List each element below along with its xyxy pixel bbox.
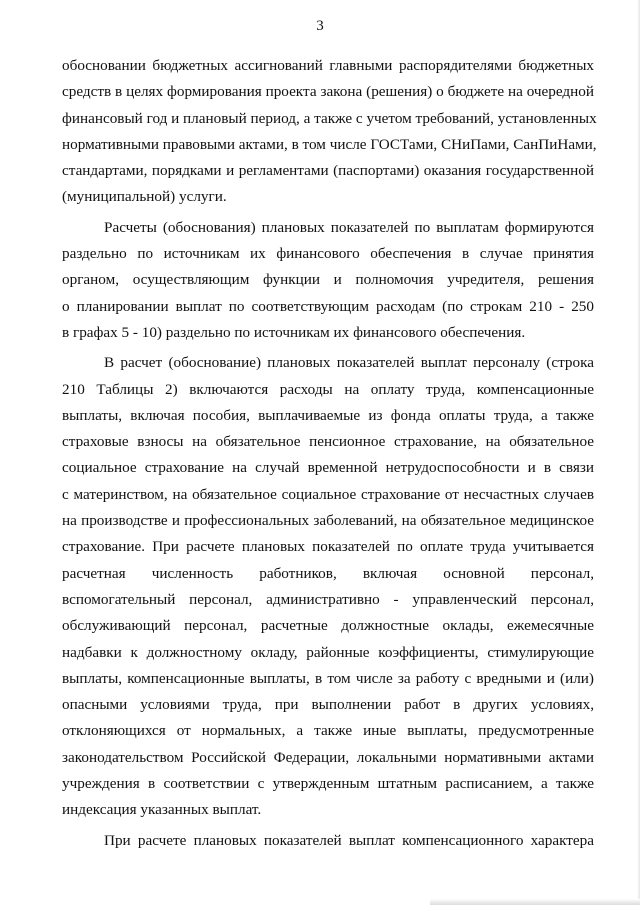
paragraph	[62, 350, 594, 823]
text-line: органом, осуществляющим функции и полномочия учредителя, решения	[62, 271, 594, 289]
document-body	[62, 53, 597, 854]
paragraph	[62, 215, 594, 346]
text-line: индексация указанных выплат.	[62, 801, 262, 819]
text-line: в графах 5 - 10) раздельно по источникам их финансового обеспечения.	[62, 323, 526, 341]
text-line: В расчет (обоснование) плановых показателей выплат персоналу (строка	[104, 354, 594, 372]
text-line: опасными условиями труда, при выполнении работ в других условиях,	[62, 696, 594, 714]
paragraph	[62, 828, 594, 854]
text-line: о планировании выплат по соответствующим расходам (по строкам 210 - 250	[62, 297, 594, 315]
text-line: отклоняющихся от нормальных, а также иные выплаты, предусмотренные	[62, 722, 594, 740]
text-line: социальное страхование на случай временной нетрудоспособности и в связи	[62, 459, 594, 477]
text-line: выплаты, компенсационные выплаты, в том числе за работу с вредными и (или)	[62, 669, 594, 687]
text-line: выплаты, включая пособия, выплачиваемые из фонда оплаты труда, а также	[62, 406, 594, 424]
text-line: стандартами, порядками и регламентами (паспортами) оказания государственной	[62, 162, 594, 180]
text-line: Расчеты (обоснования) плановых показателей по выплатам формируются	[104, 218, 594, 236]
paragraph	[62, 53, 597, 211]
text-line: При расчете плановых показателей выплат компенсационного характера	[104, 831, 594, 849]
text-line: нормативными правовыми актами, в том числе ГОСТами, СНиПами, СанПиНами,	[62, 135, 597, 153]
text-line: 210 Таблицы 2) включаются расходы на оплату труда, компенсационные	[62, 380, 594, 398]
text-line: законодательством Российской Федерации, локальными нормативными актами	[62, 748, 594, 766]
text-line: надбавки к должностному окладу, районные коэффициенты, стимулирующие	[62, 643, 594, 661]
text-line: расчетная численность работников, включая основной персонал,	[62, 564, 594, 582]
text-line: средств в целях формирования проекта закона (решения) о бюджете на очередной	[62, 83, 594, 101]
text-line: обслуживающий персонал, расчетные должностные оклады, ежемесячные	[62, 617, 594, 635]
text-line: вспомогательный персонал, административно - управленческий персонал,	[62, 590, 594, 608]
text-line: (муниципальной) услуги.	[62, 188, 227, 206]
text-line: с материнством, на обязательное социальное страхование от несчастных случаев	[62, 485, 594, 503]
text-line: обосновании бюджетных ассигнований главными распорядителями бюджетных	[62, 57, 594, 74]
text-line: страхование. При расчете плановых показателей по оплате труда учитывается	[62, 538, 594, 556]
text-line: финансовый год и плановый период, а также с учетом требований, установленных	[62, 109, 597, 127]
text-line: учреждения в соответствии с утвержденным штатным расписанием, а также	[62, 775, 594, 793]
text-line: на производстве и профессиональных заболеваний, на обязательное медицинское	[62, 512, 594, 530]
text-line: раздельно по источникам их финансового обеспечения в случае принятия	[62, 245, 594, 263]
page-number: 3	[316, 18, 324, 34]
scan-bottom-shadow	[430, 899, 640, 905]
text-line: страховые взносы на обязательное пенсионное страхование, на обязательное	[62, 433, 594, 451]
